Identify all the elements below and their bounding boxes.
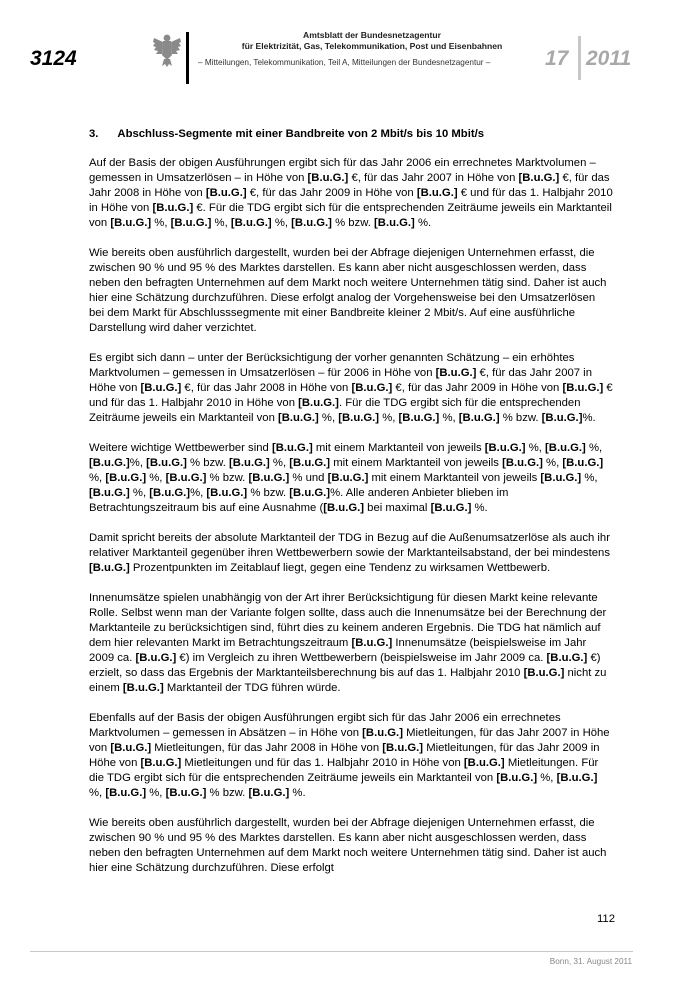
redaction-marker: [B.u.G.] [435, 367, 477, 379]
paragraph: Auf der Basis der obigen Ausführungen ergibt sich für das Jahr 2006 ein errechnetes Marktvolumen – gemessen in Umsatzerlösen – in Höhe von [B.u.G.] €, für das Jahr 2007 in Höhe von [B.u.G.] €, für das Jahr 2008 in Höhe von [B.u.G.] €, für das Jahr 2009 in Höhe von [B.u.G.] € und für das 1. Halbjahr 2010 in Höhe von [B.u.G.] €. Für die TDG ergibt sich für die entsprechenden Zeiträume jeweils ein Marktanteil von [B.u.G.] %, [B.u.G.] %, [B.u.G.] %, [B.u.G.] % bzw. [B.u.G.] %. [89, 157, 613, 229]
redaction-marker: [B.u.G.] [146, 457, 187, 469]
federal-eagle-icon [152, 33, 182, 67]
redaction-marker: [B.u.G.] [298, 397, 339, 409]
redaction-marker: [B.u.G.] [105, 472, 147, 484]
redaction-marker: [B.u.G.] [416, 187, 458, 199]
redaction-marker: [B.u.G.] [230, 217, 272, 229]
redaction-marker: [B.u.G.] [229, 457, 270, 469]
redaction-marker: [B.u.G.] [323, 502, 365, 514]
redaction-marker: [B.u.G.] [165, 787, 207, 799]
redaction-marker: [B.u.G.] [248, 787, 290, 799]
redaction-marker: [B.u.G.] [484, 442, 526, 454]
redaction-marker: [B.u.G.] [541, 412, 583, 424]
redaction-marker: [B.u.G.] [307, 172, 349, 184]
redaction-marker: [B.u.G.] [562, 382, 604, 394]
header-divider [186, 32, 189, 84]
redaction-marker: [B.u.G.] [523, 667, 565, 679]
redaction-marker: [B.u.G.] [351, 637, 393, 649]
redaction-marker: [B.u.G.] [351, 382, 393, 394]
redaction-marker: [B.u.G.] [89, 487, 130, 499]
redaction-marker: [B.u.G.] [89, 562, 130, 574]
redaction-marker: [B.u.G.] [398, 412, 440, 424]
footer-divider [30, 951, 633, 952]
redaction-marker: [B.u.G.] [135, 652, 177, 664]
document-body [89, 127, 613, 891]
redaction-marker: [B.u.G.] [140, 757, 182, 769]
gazette-page-number: 3124 [30, 47, 77, 70]
redaction-marker: [B.u.G.] [110, 217, 152, 229]
paragraph: Weitere wichtige Wettbewerber sind [B.u.G.] mit einem Marktanteil von jeweils [B.u.G.] %, [B.u.G.] %, [B.u.G.]%, [B.u.G.] % bzw. [B.u.G.] %, [B.u.G.] mit einem Marktanteil von jeweils [B.u.G.] %, [B.u.G.] %, [B.u.G.] %, [B.u.G.] % bzw. [B.u.G.] % und [B.u.G.] mit einem Marktanteil von jeweils [B.u.G.] %, [B.u.G.] %, [B.u.G.]%, [B.u.G.] % bzw. [B.u.G.]%. Alle anderen Anbieter blieben im Betrachtungszeitraum bis auf eine Ausnahme ([B.u.G.] bei maximal [B.u.G.] %. [89, 442, 604, 514]
redaction-marker: [B.u.G.] [518, 172, 560, 184]
paragraph: Damit spricht bereits der absolute Marktanteil der TDG in Bezug auf die Außenumsatzerlöse als auch ihr relativer Marktanteil gegenüber ihren Wettbewerbern sowie der Marktanteilsabstand, der bei mindestens [B.u.G.] Prozentpunkten im Zeitablauf liegt, gegen eine Tendenz zu wirksamen Wettbewerb. [89, 532, 610, 574]
paragraph: Ebenfalls auf der Basis der obigen Ausführungen ergibt sich für das Jahr 2006 ein errechnetes Marktvolumen – gemessen in Absätzen – in Höhe von [B.u.G.] Mietleitungen, für das Jahr 2007 in Höhe von [B.u.G.] Mietleitungen, für das Jahr 2008 in Höhe von [B.u.G.] Mietleitungen, für das Jahr 2009 in Höhe von [B.u.G.] Mietleitungen und für das 1. Halbjahr 2010 in Höhe von [B.u.G.] Mietleitungen. Für die TDG ergibt sich für die entsprechenden Zeiträume jeweils ein Marktanteil von [B.u.G.] %, [B.u.G.] %, [B.u.G.] %, [B.u.G.] % bzw. [B.u.G.] %. [89, 712, 610, 799]
section-number: 3. [89, 128, 99, 140]
footer-date: Bonn, 31. August 2011 [549, 957, 632, 966]
gazette-subtitle: für Elektrizität, Gas, Telekommunikation, Post und Eisenbahnen [241, 41, 503, 51]
gazette-section-line: – Mitteilungen, Telekommunikation, Teil A, Mitteilungen der Bundesnetzagentur – [198, 58, 491, 67]
redaction-marker: [B.u.G.] [165, 472, 207, 484]
redaction-marker: [B.u.G.] [338, 412, 380, 424]
redaction-marker: [B.u.G.] [546, 652, 588, 664]
redaction-marker: [B.u.G.] [327, 472, 369, 484]
issue-year: 2011 [586, 47, 632, 70]
redaction-marker: [B.u.G.] [382, 742, 424, 754]
redaction-marker: [B.u.G.] [89, 457, 130, 469]
redaction-marker: [B.u.G.] [206, 487, 248, 499]
redaction-marker: [B.u.G.] [540, 472, 582, 484]
gazette-title: Amtsblatt der Bundesnetzagentur [303, 30, 441, 40]
redaction-marker: [B.u.G.] [430, 502, 472, 514]
paragraph: Es ergibt sich dann – unter der Berücksichtigung der vorher genannten Schätzung – ein erhöhtes Marktvolumen – gemessen in Umsatzerlösen – für 2006 in Höhe von [B.u.G.] €, für das Jahr 2007 in Höhe von [B.u.G.] €, für das Jahr 2008 in Höhe von [B.u.G.] €, für das Jahr 2009 in Höhe von [B.u.G.] € und für das 1. Halbjahr 2010 in Höhe von [B.u.G.]. Für die TDG ergibt sich für die entsprechenden Zeiträume jeweils ein Marktanteil von [B.u.G.] %, [B.u.G.] %, [B.u.G.] %, [B.u.G.] % bzw. [B.u.G.]%. [89, 352, 613, 424]
redaction-marker: [B.u.G.] [502, 457, 543, 469]
redaction-marker: [B.u.G.] [458, 412, 500, 424]
issue-divider [578, 36, 581, 80]
redaction-marker: [B.u.G.] [152, 202, 194, 214]
paragraph: Innenumsätze spielen unabhängig von der Art ihrer Berücksichtigung für diesen Markt keine relevante Rolle. Selbst wenn man der Variante folgen sollte, dass auch die Innenumsätze bei der Berechnung der Marktanteile zu berücksichtigen sind, führt dies zu keinem anderen Ergebnis. Die TDG hat nämlich auf dem hier relevanten Markt im Betrachtungszeitraum [B.u.G.] Innenumsätze (beispielsweise im Jahr 2009 ca. [B.u.G.] €) im Vergleich zu ihren Wettbewerbern (beispielsweise im Jahr 2009 ca. [B.u.G.] €) erzielt, so dass das Ergebnis der Marktanteilsberechnung bis auf das 1. Halbjahr 2010 [B.u.G.] nicht zu einem [B.u.G.] Marktanteil der TDG führen würde. [89, 592, 607, 694]
redaction-marker: [B.u.G.] [140, 382, 182, 394]
redaction-marker: [B.u.G.] [122, 682, 164, 694]
redaction-marker: [B.u.G.] [278, 412, 319, 424]
redaction-marker: [B.u.G.] [289, 487, 331, 499]
redaction-marker: [B.u.G.] [556, 772, 598, 784]
redaction-marker: [B.u.G.] [205, 187, 247, 199]
redaction-marker: [B.u.G.] [545, 442, 586, 454]
redaction-marker: [B.u.G.] [271, 442, 313, 454]
redaction-marker: [B.u.G.] [496, 772, 538, 784]
paragraph: Wie bereits oben ausführlich dargestellt, wurden bei der Abfrage diejenigen Unternehmen erfasst, die zwischen 90 % und 95 % des Marktes darstellen. Es kann aber nicht ausgeschlossen werden, dass neben den befragten Unternehmen auf dem Markt noch weitere Unternehmen tätig sind. Daher ist auch hier eine Schätzung durchzuführen. Diese erfolgt analog der Vorgehensweise bei den Umsatzerlösen bei dem Markt für Abschlusssegmente mit einer Bandbreite kleiner 2 Mbit/s. Auf eine ausführliche Darstellung wird daher verzichtet. [89, 247, 607, 334]
document-page-number: 112 [596, 913, 615, 925]
section-title: Abschluss-Segmente mit einer Bandbreite von 2 Mbit/s bis 10 Mbit/s [117, 128, 485, 140]
section-heading [89, 127, 613, 142]
redaction-marker: [B.u.G.] [149, 487, 191, 499]
redaction-marker: [B.u.G.] [105, 787, 147, 799]
paragraph: Wie bereits oben ausführlich dargestellt, wurden bei der Abfrage diejenigen Unternehmen erfasst, die zwischen 90 % und 95 % des Marktes darstellen. Es kann aber nicht ausgeschlossen werden, dass neben den befragten Unternehmen auf dem Markt noch weitere Unternehmen tätig sind. Daher ist auch hier eine Schätzung durchzuführen. Diese erfolgt [89, 817, 607, 874]
redaction-marker: [B.u.G.] [562, 457, 604, 469]
redaction-marker: [B.u.G.] [362, 727, 403, 739]
redaction-marker: [B.u.G.] [291, 217, 332, 229]
redaction-marker: [B.u.G.] [463, 757, 505, 769]
redaction-marker: [B.u.G.] [248, 472, 290, 484]
redaction-marker: [B.u.G.] [170, 217, 212, 229]
issue-number: 17 [545, 47, 569, 70]
redaction-marker: [B.u.G.] [374, 217, 415, 229]
redaction-marker: [B.u.G.] [110, 742, 152, 754]
redaction-marker: [B.u.G.] [289, 457, 331, 469]
